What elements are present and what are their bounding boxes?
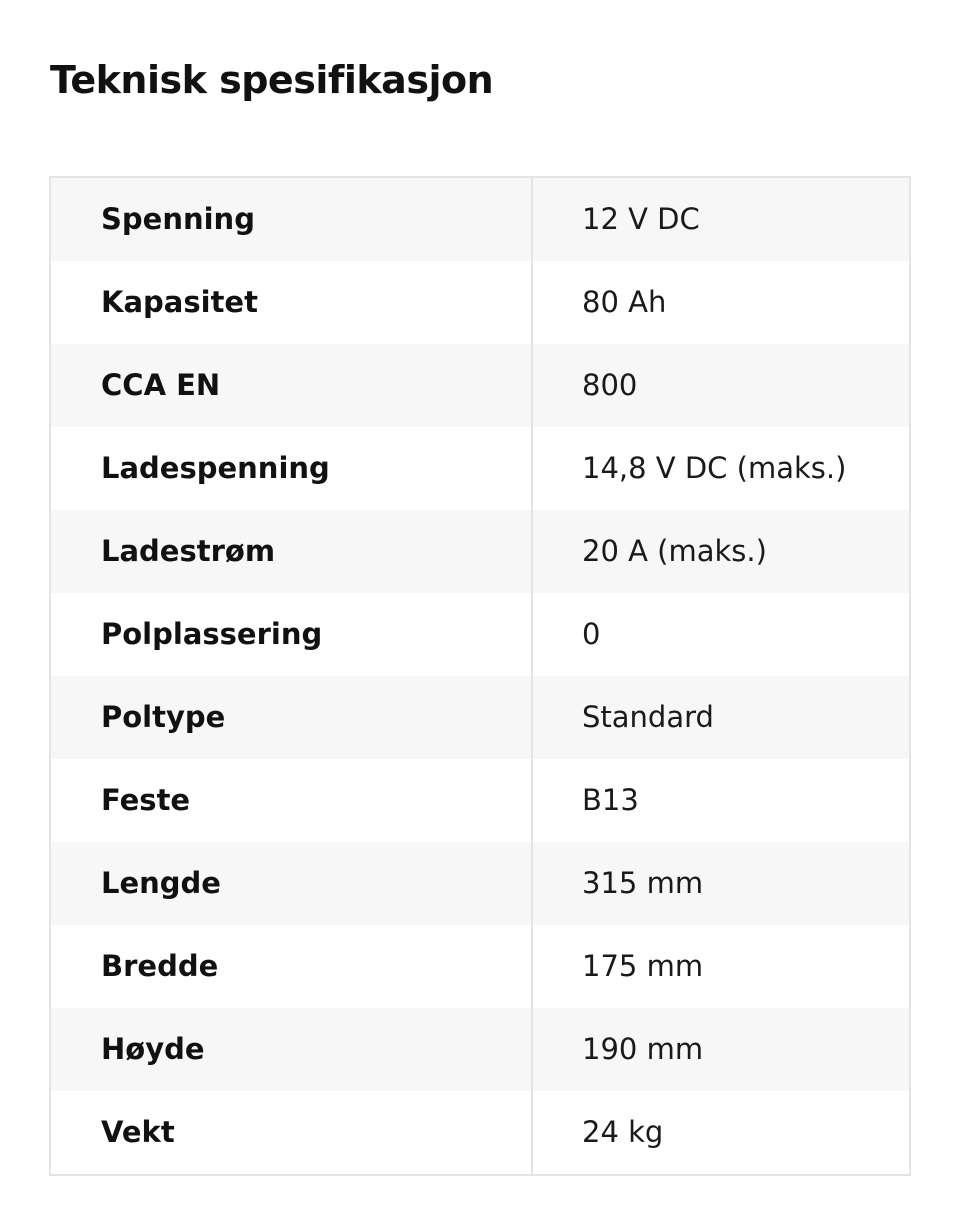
spec-value: 24 kg [532,1091,910,1175]
spec-table [49,176,911,1176]
spec-label: Feste [50,759,532,842]
spec-value: 0 [532,593,910,676]
spec-value: 800 [532,344,910,427]
spec-value: 20 A (maks.) [532,510,910,593]
spec-label: Spenning [50,177,532,261]
table-row [50,925,910,1008]
spec-label: Bredde [50,925,532,1008]
spec-value: 14,8 V DC (maks.) [532,427,910,510]
spec-label: Kapasitet [50,261,532,344]
table-row [50,759,910,842]
spec-value: 190 mm [532,1008,910,1091]
table-row [50,676,910,759]
table-row [50,1008,910,1091]
spec-label: CCA EN [50,344,532,427]
spec-label: Lengde [50,842,532,925]
spec-value: 315 mm [532,842,910,925]
spec-value: B13 [532,759,910,842]
table-row [50,510,910,593]
spec-value: 175 mm [532,925,910,1008]
table-row [50,177,910,261]
spec-label: Ladestrøm [50,510,532,593]
table-row [50,1091,910,1175]
spec-label: Ladespenning [50,427,532,510]
spec-label: Poltype [50,676,532,759]
table-row [50,842,910,925]
table-row [50,593,910,676]
spec-value: Standard [532,676,910,759]
spec-label: Vekt [50,1091,532,1175]
page-title: Teknisk spesifikasjon [50,58,494,102]
table-row [50,261,910,344]
table-row [50,427,910,510]
spec-value: 12 V DC [532,177,910,261]
table-row [50,344,910,427]
spec-value: 80 Ah [532,261,910,344]
spec-label: Høyde [50,1008,532,1091]
spec-label: Polplassering [50,593,532,676]
